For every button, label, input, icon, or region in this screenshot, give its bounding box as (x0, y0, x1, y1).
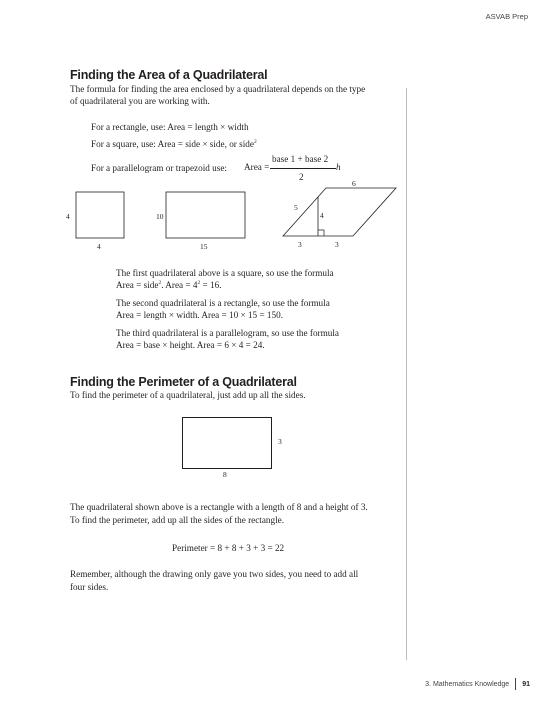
square-side-label: 4 (66, 212, 70, 221)
square-shape (76, 192, 124, 238)
parallelogram-shape (283, 188, 396, 236)
rectangle-formula: For a rectangle, use: Area = length × width (91, 122, 249, 132)
square-formula-text: For a square, use: Area = side × side, or side (91, 139, 254, 149)
parallelogram-formula-prefix: For a parallelogram or trapezoid use: (91, 163, 227, 173)
explanation-3-line1: The third quadrilateral is a parallelogram, so use the formula (116, 328, 339, 338)
perimeter-para2-line1: Remember, although the drawing only gave you two sides, you need to add all (70, 569, 359, 579)
explanation-3-line2: Area = base × height. Area = 6 × 4 = 24. (116, 340, 265, 350)
height-variable: h (336, 162, 341, 172)
formula-denominator: 2 (299, 172, 304, 182)
area-section-title: Finding the Area of a Quadrilateral (70, 68, 268, 82)
explanation-2-line2: Area = length × width. Area = 10 × 15 = 150. (116, 310, 284, 320)
perimeter-height-label: 3 (278, 437, 282, 446)
rect-bottom-label: 15 (200, 242, 208, 251)
page-footer (425, 678, 530, 690)
para-top-label: 6 (352, 179, 356, 188)
square-exponent: 2 (253, 138, 257, 145)
area-equals: Area = (244, 162, 270, 172)
para-bottom-right-label: 3 (335, 240, 339, 249)
explanation-1-text-b: . Area = 4 (161, 280, 198, 290)
page-number: 91 (522, 680, 530, 688)
explanation-1-text-c: = 16. (200, 280, 222, 290)
explanation-1-exp2: 2 (197, 279, 201, 286)
explanation-1-line1: The first quadrilateral above is a square, so use the formula (116, 268, 334, 278)
perimeter-intro: To find the perimeter of a quadrilateral, just add up all the sides. (70, 390, 306, 400)
chapter-title: 3. Mathematics Knowledge (425, 680, 510, 688)
perimeter-section-title: Finding the Perimeter of a Quadrilateral (70, 375, 297, 389)
footer-divider (515, 678, 516, 690)
perimeter-equation: Perimeter = 8 + 8 + 3 + 3 = 22 (172, 543, 285, 553)
area-intro-line1: The formula for finding the area enclosed by a quadrilateral depends on the type (70, 84, 366, 94)
formula-numerator: base 1 + base 2 (272, 154, 329, 164)
para-slant-label: 5 (294, 203, 298, 212)
perimeter-para2-line2: four sides. (70, 582, 109, 592)
explanation-1-line2 (116, 279, 222, 292)
perimeter-para1-line1: The quadrilateral shown above is a rectangle with a length of 8 and a height of 3. (70, 502, 368, 512)
rectangle-shape (166, 192, 245, 238)
right-angle-marker (318, 230, 324, 236)
rect-side-label: 10 (156, 212, 164, 221)
margin-rule (406, 88, 407, 660)
explanation-2-line1: The second quadrilateral is a rectangle, so use the formula (116, 298, 330, 308)
area-intro-line2: of quadrilateral you are working with. (70, 96, 210, 106)
perimeter-rectangle (182, 417, 272, 469)
running-header: ASVAB Prep (485, 12, 528, 21)
square-bottom-label: 4 (97, 242, 101, 251)
perimeter-length-label: 8 (223, 470, 227, 479)
para-bottom-left-label: 3 (298, 240, 302, 249)
explanation-1-exp1: 2 (158, 279, 162, 286)
para-height-label: 4 (320, 211, 324, 220)
perimeter-para1-line2: To find the perimeter, add up all the sides of the rectangle. (70, 515, 285, 525)
quadrilateral-figures (0, 0, 560, 260)
explanation-1-text-a: Area = side (116, 280, 159, 290)
